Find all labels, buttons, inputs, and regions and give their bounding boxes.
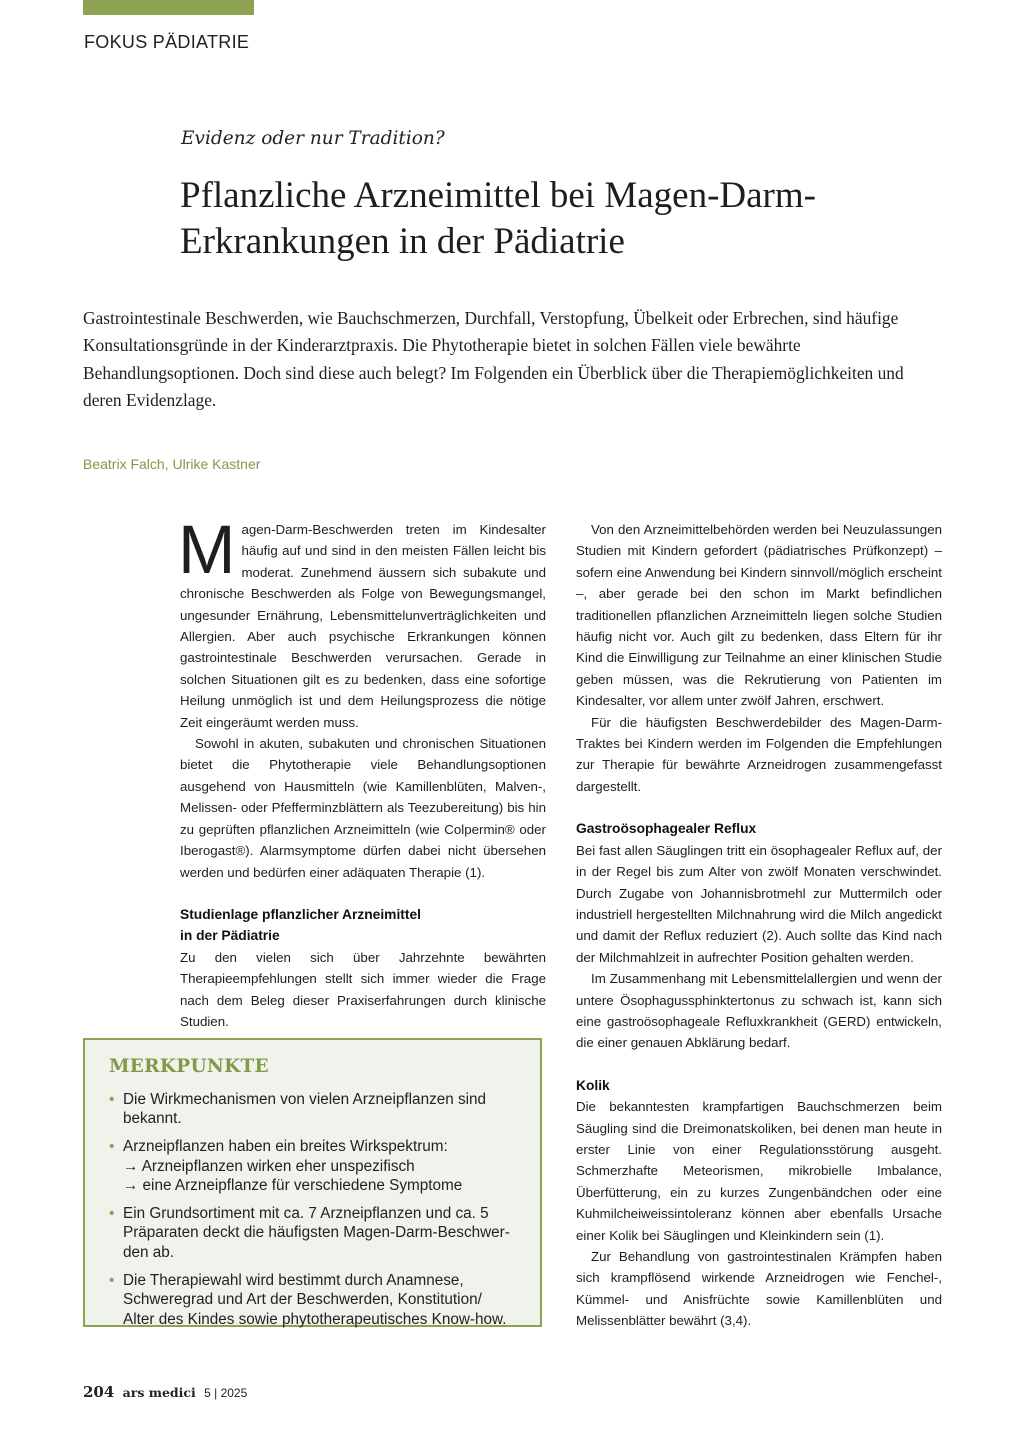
merkpunkt-item (109, 1137, 521, 1195)
merkpunkt-line: Arzneipflanzen haben ein breites Wirkspektrum: (123, 1138, 448, 1156)
right-paragraph-2: Für die häufigsten Beschwerdebilder des Magen-Darm-Traktes bei Kindern werden im Folgenden die Empfehlungen zur Therapie für bewährte Arzneidrogen zusammengefasst dargestellt. (576, 714, 942, 794)
merkpunkt-line: Schweregrad und Art der Beschwerden, Konstitution/ (123, 1291, 482, 1309)
right-paragraph-4: Im Zusammenhang mit Lebensmittelallergien und wenn der untere Ösophagussphinktertonus zu schwach ist, kann sich eine gastroösophageale Refluxkrankheit (GERD) entwickeln, die einer genauen Abklärung bedarf. (576, 971, 942, 1051)
left-paragraph-3: Zu den vielen sich über Jahrzehnte bewährten Therapieempfehlungen stellt sich immer wieder die Frage nach dem Beleg dieser Praxiserfahrungen durch klinische Studien. (180, 949, 546, 1029)
heading-reflux: Gastroösophagealer Reflux (576, 821, 757, 837)
merkpunkt-line: Die Wirkmechanismen von vielen Arzneipflanzen sind (123, 1091, 487, 1108)
left-paragraph-2: Sowohl in akuten, subakuten und chronischen Situationen bietet die Phytotherapie viele Behandlungsoptionen ausgehend von Hausmitteln (wie Kamillenblüten, Malven-, Melissen- oder Pfefferminzblättern als Teezubereitung) bis hin zu geprüften pflanzlichen Arzneimitteln (wie Colpermin® oder Iberogast®). Alarmsymptome dürfen dabei nicht übersehen werden und bedürfen einer adäquaten Therapie (1). (180, 736, 546, 880)
magazine-name: ars medici (122, 1385, 196, 1400)
merkpunkt-line: Präparaten deckt die häufigsten Magen-Darm-Beschwer- (123, 1224, 510, 1242)
merkpunkt-line: den ab. (123, 1243, 175, 1261)
title-line-2: Erkrankungen in der Pädiatrie (180, 221, 625, 262)
merkpunkt-item (109, 1204, 521, 1262)
merkpunkte-box (83, 1038, 542, 1327)
left-column (178, 511, 546, 1032)
merkpunkt-line: Ein Grundsortiment mit ca. 7 Arzneipflanzen und ca. 5 (123, 1205, 489, 1223)
merkpunkt-item (109, 1271, 521, 1329)
left-paragraph-1 (178, 511, 546, 733)
right-paragraph-1: Von den Arzneimittelbehörden werden bei Neuzulassungen Studien mit Kindern gefordert (pädiatrisches Prüfkonzept) – sofern eine Anwendung bei Kindern sinnvoll/möglich erscheint –, aber gerade bei den schon im Markt befindlichen traditionellen pflanzlichen Arzneimitteln liegen solche Studien häufig nicht vor. Auch gilt zu bedenken, dass Eltern für ihr Kind die Einwilligung zur Teilnahme an einer klinischen Studie geben müssen, was die Rekrutierung von Patienten im Kindesalter, vor allem unter zwölf Jahren, erschwert. (576, 522, 942, 709)
merkpunkt-line: bekannt. (123, 1110, 182, 1128)
merkpunkte-title: MERKPUNKTE (109, 1056, 269, 1077)
bullet-icon: • (109, 1091, 115, 1108)
left-paragraph-1-text: agen-Darm-Beschwerden treten im Kindesalter häufig auf und sind in den meisten Fällen leicht bis moderat. Zunehmend äussern sich subakute und chronische Beschwerden als Folge von Bewegungsmangel, ungesunder Ernährung, Lebensmittelunverträglichkeiten und Allergien. Aber auch psychische Erkrankungen können gastrointestinale Beschwerden verursachen. Gerade in solchen Situationen gilt es zu bedenken, dass eine sofortige Heilung unmöglich ist und dem Heilungsprozess die nötige Zeit eingeräumt werden muss. (180, 522, 546, 730)
bullet-icon: • (109, 1205, 115, 1223)
article-lead: Gastrointestinale Beschwerden, wie Bauchschmerzen, Durchfall, Verstopfung, Übelkeit oder Erbrechen, sind häufige Konsultationsgründe in der Kinderarztpraxis. Die Phytotherapie bietet in solchen Fällen viele bewährte Behandlungsoptionen. Doch sind diese auch belegt? Im Folgenden ein Überblick über die Therapiemöglichkeiten und deren Evidenzlage. (83, 308, 904, 411)
right-column (576, 519, 942, 1332)
right-paragraph-6: Zur Behandlung von gastrointestinalen Krämpfen haben sich krampflösend wirkende Arzneidrogen wie Fenchel-, Kümmel- und Anisfrüchte sowie Kamillenblüten und Melissenblätter bewährt (3,4). (576, 1249, 942, 1329)
section-label: FOKUS PÄDIATRIE (84, 32, 250, 52)
right-paragraph-5: Die bekanntesten krampfartigen Bauchschmerzen beim Säugling sind die Dreimonatskoliken, bei denen man heute in erster Linie von einer Regulationsstörung ausgeht. Schmerzhafte Meteorismen, mikrobielle Imbalance, Überfütterung, ein zu kurzes Zungenbändchen oder eine Kuhmilcheiweissintoleranz können aber ebenfalls Ursache einer Kolik bei Säuglingen und Kleinkindern sein (1). (576, 1099, 942, 1243)
article-title (180, 173, 940, 265)
heading-studienlage-line-1: Studienlage pflanzlicher Arzneimittel (180, 906, 421, 922)
drop-cap: M (178, 511, 236, 588)
heading-kolik: Kolik (576, 1077, 610, 1093)
merkpunkt-line: → Arzneipflanzen wirken eher unspezifisch (123, 1157, 415, 1175)
bullet-icon: • (109, 1138, 115, 1156)
bullet-icon: • (109, 1271, 115, 1289)
title-line-1: Pflanzliche Arzneimittel bei Magen-Darm- (180, 175, 816, 216)
merkpunkt-item (109, 1090, 521, 1129)
merkpunkte-list (109, 1090, 521, 1337)
merkpunkt-line: → eine Arzneipflanze für verschiedene Symptome (123, 1177, 463, 1195)
page-footer (83, 1383, 247, 1401)
right-paragraph-3: Bei fast allen Säuglingen tritt ein ösophagealer Reflux auf, der in der Regel bis zum Alter von zwölf Monaten verschwindet. Durch Zugabe von Johannisbrotmehl zur Muttermilch oder industriell hergestellten Milchnahrung wird die Milch angedickt und damit der Reflux reduziert (2). Auch sollte das Kind nach der Milchmahlzeit in aufrechter Position gehalten werden. (576, 842, 942, 965)
article-kicker: Evidenz oder nur Tradition? (181, 128, 445, 149)
page-number: 204 (83, 1383, 115, 1401)
issue-label: 5 | 2025 (204, 1386, 248, 1400)
section-color-bar (83, 0, 254, 15)
merkpunkt-line: Die Therapiewahl wird bestimmt durch Anamnese, (123, 1271, 464, 1289)
article-authors: Beatrix Falch, Ulrike Kastner (83, 456, 261, 472)
merkpunkt-line: Alter des Kindes sowie phytotherapeutisches Know-how. (123, 1310, 507, 1328)
heading-studienlage (180, 904, 546, 947)
heading-studienlage-line-2: in der Pädiatrie (180, 928, 280, 944)
